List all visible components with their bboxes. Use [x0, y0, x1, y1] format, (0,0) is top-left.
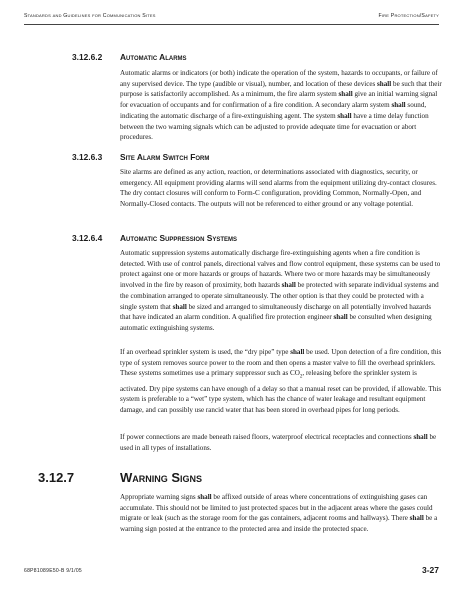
section-number: 3.12.6.2: [72, 52, 103, 62]
section-title: Site Alarm Switch Form: [120, 152, 210, 162]
emphasis: shall: [409, 514, 424, 523]
paragraph: [120, 347, 442, 416]
text: If power connections are made beneath raised floors, waterproof electrical receptacles and connections: [120, 433, 414, 441]
text: be a warning sign posted at the entrance to the protected area and inside the protected space.: [120, 514, 438, 534]
section-heading: [72, 52, 187, 62]
text: Appropriate warning signs: [120, 493, 198, 501]
subsection-number: 3.12.7: [38, 470, 75, 485]
emphasis: shall: [290, 348, 305, 356]
emphasis: shall: [391, 101, 406, 110]
text: sound, indicating the automatic discharge of a fire-extinguishing agent. The system: [120, 101, 427, 120]
section-title: Automatic Alarms: [120, 52, 187, 62]
subsection-title: Warning Signs: [120, 470, 203, 485]
paragraph: [120, 492, 442, 535]
subsection-heading: [38, 470, 202, 485]
section-heading: [72, 233, 237, 243]
page-number: 3-27: [421, 565, 439, 575]
text: be consulted when designing automatic extinguishing systems.: [120, 313, 432, 332]
header-right: Fire Protection/Safety: [378, 13, 439, 19]
section-number: 3.12.6.4: [72, 233, 103, 243]
paragraph: [120, 248, 442, 334]
text: Automatic alarms or indicators (or both) indicate the operation of the system, hazards to occupants, or failure of any supervised device. The type (audible or visual), number, and location of these devices: [120, 69, 438, 88]
text: be affixed outside of areas where concentrations of extinguishing gases can accumulate. This should not be limited to just protected spaces but in the adjacent areas where the gases could migrate or leak (such as the storage room for the gas containers, adjacent rooms and hallways). There: [120, 493, 433, 523]
emphasis: shall: [413, 433, 428, 441]
section-number: 3.12.6.3: [72, 152, 103, 162]
text: give an initial warning signal for evacuation of occupants and for confirmation of a fire condition. A secondary alarm system: [120, 90, 438, 110]
text: have a time delay function between the two warning signals which can be adjusted to provide adequate time for evacuation or abort procedures.: [120, 111, 429, 142]
paragraph: [120, 167, 442, 210]
header-left: Standards and Guidelines for Communication Sites: [24, 13, 156, 19]
emphasis: shall: [337, 111, 352, 120]
text: be protected with separate individual systems and the combination arranged to operate simultaneously. The other option is that they could be protected with a single system that: [120, 281, 439, 311]
text: be sized and arranged to simultaneously discharge on all potentially involved hazards that have indicated an alarm condition. A qualified fire protection engineer: [120, 302, 431, 322]
paragraph: [120, 68, 442, 143]
text: , releasing before the sprinkler system is activated. Dry pipe systems can have enough of a delay so that a manual reset can be provided, if allowable. This system is preferable to a “wet” type system, which has the chance of water leakage and resultant equipment damage, and can possibly use rancid water that has been stored in overhead pipes for long periods.: [120, 369, 442, 414]
emphasis: shall: [377, 79, 392, 88]
text: be such that their purpose is satisfactorily accomplished. As a minimum, the fire alarm system: [120, 79, 442, 99]
emphasis: shall: [197, 493, 212, 501]
emphasis: shall: [281, 281, 296, 290]
section-heading: [72, 152, 209, 162]
text: If an overhead sprinkler system is used, the “dry pipe” type: [120, 348, 291, 356]
document-id: 68P81089E50-B 9/1/05: [24, 568, 82, 574]
running-header: [24, 12, 439, 25]
text: be used. Upon detection of a fire condition, this type of system removes source power to the room and then opens a master valve to fill the overhead sprinklers. These systems sometimes use a primary suppressor such as CO: [120, 348, 442, 378]
section-title: Automatic Suppression Systems: [120, 233, 237, 243]
text: Automatic suppression systems automatically discharge fire-extinguishing agents when a fire condition is detected. With use of control panels, directional valves and flow control equipment, these systems can be used to protect against one or more hazards or groups of hazards. Where two or more hazards may be simultaneously involved in the fire by reason of proximity, both hazards: [120, 249, 441, 290]
emphasis: shall: [338, 90, 353, 99]
text: be used in all types of installations.: [120, 433, 437, 452]
subscript: 2: [299, 374, 303, 380]
emphasis: shall: [333, 313, 348, 322]
paragraph: [120, 432, 442, 453]
text: Site alarms are defined as any action, reaction, or determinations associated with diagnostics, security, or emergency. All equipment providing alarms will send alarms from the equipment utilizing dry-contact closures. The dry contact closures will conform to Form-C configuration, providing Common, Normally-Open, and Normally-Closed contacts. The outputs will not be referenced to either ground or any voltage potential.: [120, 168, 437, 209]
emphasis: shall: [172, 302, 187, 311]
